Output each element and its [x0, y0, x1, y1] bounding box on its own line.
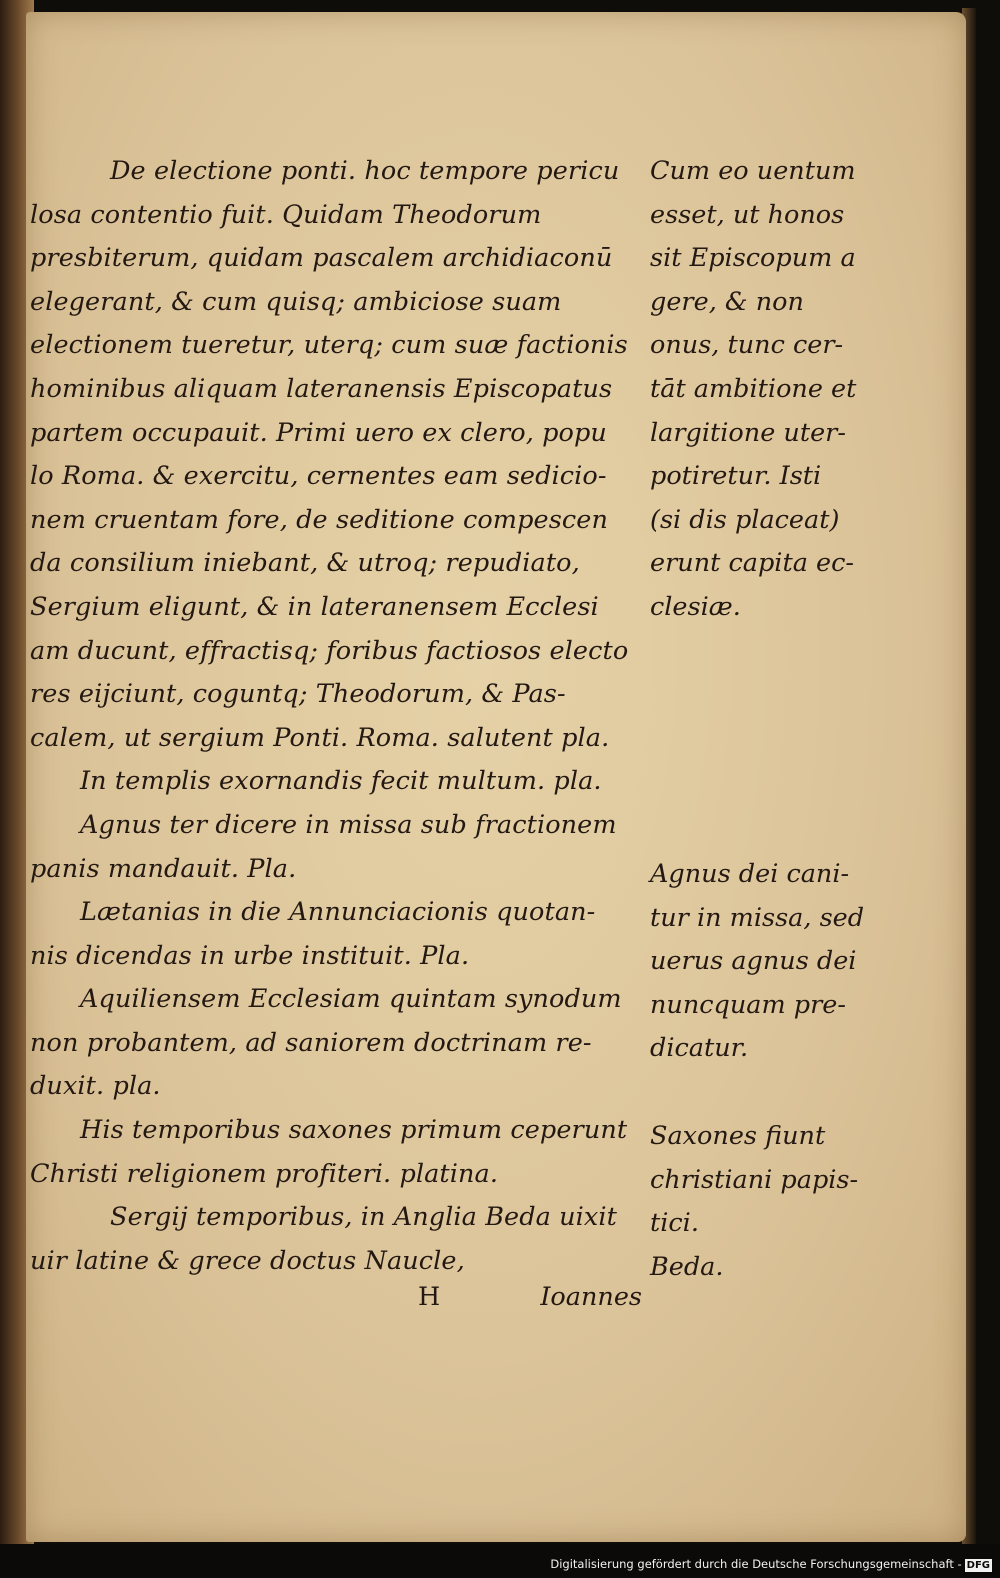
margin-line: onus, tunc cer-: [650, 330, 844, 361]
text-line: nis dicendas in urbe instituit. Pla.: [30, 940, 470, 971]
margin-line: dicatur.: [650, 1033, 749, 1064]
text-line: Lætanias in die Annunciacionis quotan-: [80, 897, 596, 928]
margin-line: uerus agnus dei: [650, 946, 857, 977]
margin-line: christiani papis-: [650, 1164, 859, 1195]
margin-line: nuncquam pre-: [650, 989, 847, 1020]
text-line: Christi religionem profiteri. platina.: [30, 1158, 499, 1189]
text-line: Agnus ter dicere in missa sub fractionem: [80, 809, 617, 840]
text-line: Sergium eligunt, & in lateranensem Ecclesi: [30, 591, 599, 622]
main-text-column: [30, 150, 642, 1283]
margin-note-election: [650, 150, 872, 630]
margin-line: Cum eo uentum: [650, 156, 856, 186]
margin-line: erunt capita ec-: [650, 548, 854, 579]
signature-mark: H: [418, 1282, 441, 1312]
dfg-logo: DFG: [966, 1560, 990, 1571]
text-line: uir latine & grece doctus Naucle,: [30, 1245, 465, 1276]
text-line: partem occupauit. Primi uero ex clero, popu: [30, 417, 607, 448]
text-line: calem, ut sergium Ponti. Roma. salutent pla.: [30, 722, 610, 753]
text-line: presbiterum, quidam pascalem archidiaconū: [30, 243, 613, 274]
digitization-credit: [550, 1556, 992, 1572]
margin-line: Agnus dei cani-: [650, 859, 850, 889]
text-line: duxit. pla.: [30, 1071, 161, 1102]
margin-note-agnus-dei: [650, 853, 872, 1071]
text-line: lo Roma. & exercitu, cernentes eam sedicio-: [30, 461, 607, 492]
text-line: hominibus aliquam lateranensis Episcopatus: [30, 373, 613, 404]
credit-text: Digitalisierung gefördert durch die Deutsche Forschungsgemeinschaft -: [550, 1557, 962, 1571]
margin-line: sit Episcopum a: [650, 243, 856, 274]
text-line: Aquiliensem Ecclesiam quintam synodum: [80, 984, 622, 1015]
margin-line: largitione uter-: [650, 417, 846, 448]
text-line: In templis exornandis fecit multum. pla.: [80, 766, 602, 797]
text-line: am ducunt, effractisq; foribus factiosos electo: [30, 635, 629, 666]
text-line: Sergij temporibus, in Anglia Beda uixit: [110, 1202, 618, 1233]
margin-note-saxones: [650, 1115, 872, 1289]
margin-line: Saxones fiunt: [650, 1121, 826, 1151]
margin-line: gere, & non: [650, 286, 804, 317]
text-line: His temporibus saxones primum ceperunt: [80, 1115, 628, 1146]
text-line: nem cruentam fore, de seditione compescen: [30, 504, 608, 535]
text-line: elegerant, & cum quisq; ambiciose suam: [30, 286, 562, 317]
text-line: losa contentio fuit. Quidam Theodorum: [30, 199, 542, 230]
text-line: electionem tueretur, uterq; cum suæ factionis: [30, 330, 628, 361]
text-line: panis mandauit. Pla.: [30, 853, 297, 884]
text-line: res eijciunt, coguntq; Theodorum, & Pas-: [30, 679, 566, 710]
catchword: Ioannes: [540, 1282, 642, 1312]
text-line: da consilium iniebant, & utroq; repudiato,: [30, 548, 580, 579]
text-line: De electione ponti. hoc tempore pericu: [110, 156, 620, 186]
margin-line: potiretur. Isti: [650, 461, 822, 492]
margin-line: Beda.: [650, 1251, 724, 1282]
margin-line: clesiæ.: [650, 591, 741, 622]
margin-line: tici.: [650, 1208, 699, 1239]
margin-line: esset, ut honos: [650, 199, 845, 230]
margin-line: (si dis placeat): [650, 504, 840, 535]
margin-line: tāt ambitione et: [650, 373, 857, 404]
margin-line: tur in missa, sed: [650, 902, 865, 933]
text-line: non probantem, ad saniorem doctrinam re-: [30, 1027, 592, 1058]
